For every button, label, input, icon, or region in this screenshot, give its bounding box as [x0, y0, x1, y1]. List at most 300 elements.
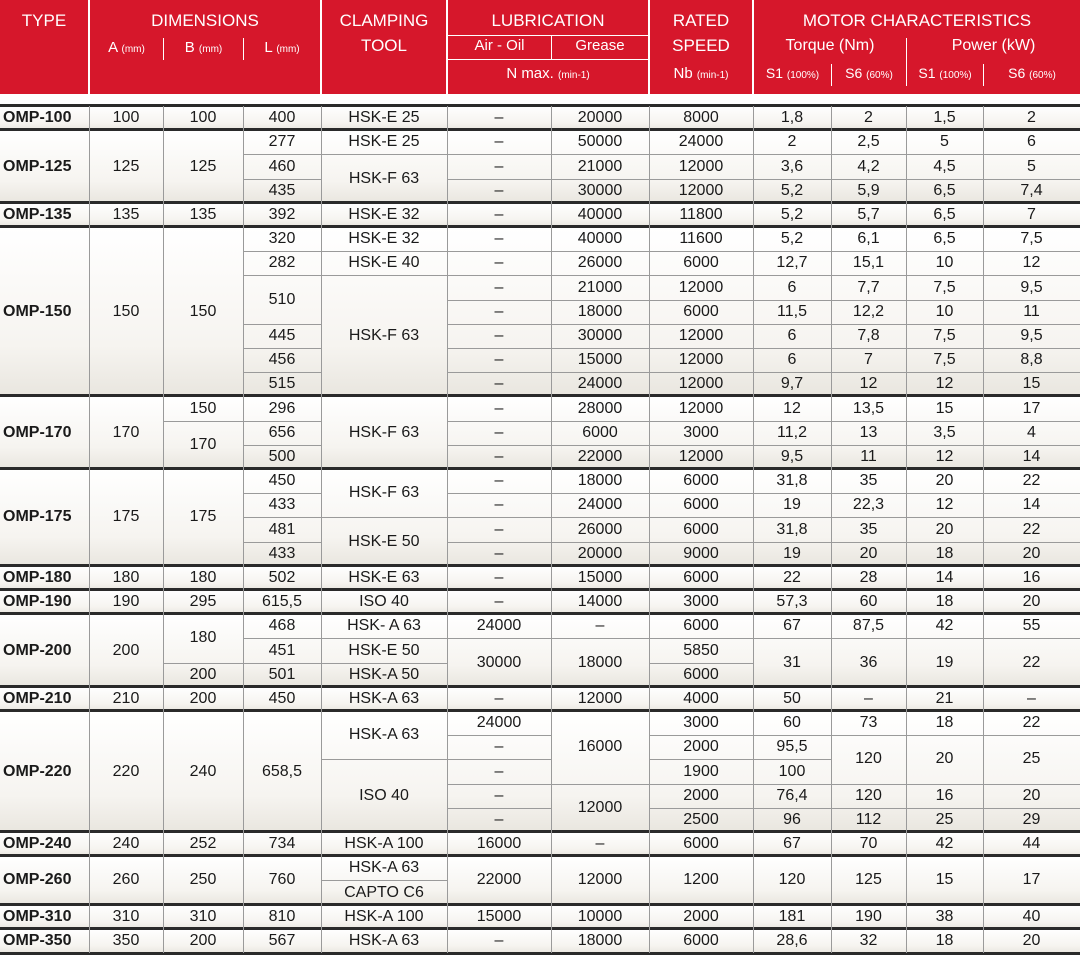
- nb-cell: 1200: [683, 871, 719, 889]
- grease-cell: 18000: [577, 653, 623, 671]
- ts6-cell: 35: [859, 472, 878, 490]
- l-cell: 400: [268, 109, 296, 127]
- l-cell: 460: [268, 157, 296, 175]
- b-cell: 125: [189, 157, 217, 175]
- group-separator: [0, 927, 1080, 930]
- cell-rule: [649, 517, 753, 518]
- cell-rule: [906, 542, 983, 543]
- tool-cell: CAPTO C6: [344, 883, 424, 901]
- group-separator: [0, 104, 1080, 107]
- b-cell: 200: [189, 665, 217, 683]
- b-cell: 150: [189, 399, 217, 417]
- cell-rule: [983, 784, 1080, 785]
- cell-rule: [649, 154, 753, 155]
- cell-rule: [447, 517, 551, 518]
- tool-cell: ISO 40: [359, 593, 409, 611]
- ts1-cell: 11,2: [777, 423, 807, 441]
- grease-cell: 14000: [577, 593, 623, 611]
- cell-rule: [321, 759, 447, 760]
- ts1-cell: 12: [783, 399, 801, 417]
- cell-rule: [447, 542, 551, 543]
- ts6-cell: 2,5: [857, 133, 880, 151]
- tool-cell: HSK-A 63: [348, 859, 420, 877]
- ts1-cell: 60: [783, 714, 801, 732]
- cell-rule: [243, 493, 321, 494]
- type-cell: OMP-180: [3, 568, 72, 586]
- ps6-cell: 7,4: [1020, 181, 1043, 199]
- l-cell: 296: [268, 399, 296, 417]
- cell-rule: [447, 784, 551, 785]
- torque-s6-header: S6 (60%): [845, 65, 893, 81]
- cell-rule: [983, 808, 1080, 809]
- ts6-cell: 4,2: [857, 157, 880, 175]
- dim-l-header: L (mm): [264, 39, 300, 56]
- cell-rule: [983, 493, 1080, 494]
- l-cell: 451: [268, 641, 296, 659]
- air-cell: –: [494, 472, 504, 490]
- ts6-cell: 13,5: [852, 399, 885, 417]
- cell-rule: [906, 348, 983, 349]
- air-cell: –: [494, 568, 504, 586]
- cell-rule: [831, 324, 906, 325]
- air-cell: –: [494, 326, 504, 344]
- a-cell: 175: [112, 508, 140, 526]
- ts1-cell: 22: [783, 568, 801, 586]
- nb-cell: 12000: [678, 399, 724, 417]
- ts1-cell: 5,2: [780, 181, 804, 199]
- air-cell: 24000: [476, 714, 522, 732]
- motor-header: MOTOR CHARACTERISTICS: [802, 11, 1032, 30]
- torque-header: Torque (Nm): [785, 37, 875, 54]
- nb-cell: 8000: [683, 109, 719, 127]
- air-cell: –: [494, 205, 504, 223]
- cell-rule: [551, 542, 649, 543]
- ps6-cell: 20: [1022, 786, 1041, 804]
- group-separator: [0, 225, 1080, 228]
- cell-rule: [983, 421, 1080, 422]
- cell-rule: [983, 300, 1080, 301]
- ts1-cell: 19: [783, 544, 801, 562]
- cell-rule: [831, 300, 906, 301]
- l-cell: 810: [268, 907, 296, 925]
- cell-rule: [753, 445, 831, 446]
- ts6-cell: 20: [859, 544, 878, 562]
- air-cell: –: [494, 786, 504, 804]
- l-cell: 468: [268, 617, 296, 635]
- tool-cell: HSK-F 63: [348, 169, 420, 187]
- cell-rule: [649, 324, 753, 325]
- cell-rule: [753, 154, 831, 155]
- ts6-cell: 73: [859, 714, 878, 732]
- cell-rule: [753, 275, 831, 276]
- cell-rule: [649, 348, 753, 349]
- grease-cell: 30000: [577, 326, 623, 344]
- cell-rule: [649, 445, 753, 446]
- a-cell: 170: [112, 423, 140, 441]
- ts6-cell: 11: [860, 447, 877, 465]
- cell-rule: [831, 445, 906, 446]
- cell-rule: [243, 542, 321, 543]
- type-cell: OMP-220: [3, 762, 72, 780]
- nb-cell: 6000: [683, 496, 719, 514]
- ts6-cell: 36: [859, 653, 878, 671]
- ps6-cell: 9,5: [1020, 278, 1043, 296]
- grease-cell: 22000: [577, 447, 623, 465]
- grease-cell: 6000: [582, 423, 618, 441]
- ps1-cell: 12: [935, 447, 954, 465]
- cell-rule: [243, 517, 321, 518]
- cell-rule: [649, 251, 753, 252]
- type-cell: OMP-150: [3, 302, 72, 320]
- cell-rule: [753, 300, 831, 301]
- nb-cell: 2000: [683, 738, 719, 756]
- cell-rule: [447, 154, 551, 155]
- ts1-cell: 19: [783, 496, 801, 514]
- ps6-cell: 12: [1022, 254, 1041, 272]
- ps1-cell: 18: [935, 931, 954, 949]
- cell-rule: [447, 179, 551, 180]
- ps6-cell: 14: [1022, 496, 1041, 514]
- nb-cell: 12000: [678, 181, 724, 199]
- group-separator: [0, 612, 1080, 615]
- b-cell: 175: [189, 508, 217, 526]
- cell-rule: [649, 179, 753, 180]
- cell-rule: [649, 275, 753, 276]
- grease-cell: 18000: [577, 472, 623, 490]
- tool-cell: HSK-E 63: [348, 568, 420, 586]
- cell-rule: [321, 638, 447, 639]
- nb-cell: 6000: [683, 617, 719, 635]
- grease-cell: 21000: [577, 157, 623, 175]
- cell-rule: [831, 808, 906, 809]
- cell-rule: [649, 493, 753, 494]
- a-cell: 210: [112, 689, 140, 707]
- cell-rule: [243, 445, 321, 446]
- cell-rule: [753, 372, 831, 373]
- ps6-cell: 25: [1022, 750, 1041, 768]
- ts1-cell: 5,2: [780, 230, 804, 248]
- air-cell: –: [494, 302, 504, 320]
- ts1-cell: 31,8: [776, 520, 808, 538]
- cell-rule: [906, 179, 983, 180]
- ps1-cell: 21: [935, 689, 954, 707]
- air-cell: –: [494, 496, 504, 514]
- cell-rule: [983, 517, 1080, 518]
- grease-cell: 15000: [577, 351, 623, 369]
- air-cell: –: [494, 254, 504, 272]
- cell-rule: [447, 759, 551, 760]
- cell-rule: [906, 517, 983, 518]
- rated-header: RATED: [672, 11, 730, 30]
- group-separator: [0, 128, 1080, 131]
- cell-rule: [906, 784, 983, 785]
- ps6-cell: 20: [1022, 593, 1041, 611]
- power-header: Power (kW): [951, 37, 1036, 54]
- cell-rule: [551, 348, 649, 349]
- air-oil-header: Air - Oil: [474, 37, 525, 54]
- ps1-cell: 18: [935, 714, 954, 732]
- grease-cell: –: [595, 835, 605, 853]
- cell-rule: [447, 251, 551, 252]
- ts1-cell: 181: [778, 907, 806, 925]
- cell-rule: [447, 300, 551, 301]
- ps6-cell: 16: [1022, 568, 1041, 586]
- cell-rule: [753, 759, 831, 760]
- lubrication-header: LUBRICATION: [491, 11, 605, 30]
- group-separator: [0, 854, 1080, 857]
- air-cell: –: [494, 351, 504, 369]
- type-cell: OMP-170: [3, 423, 72, 441]
- ps6-cell: 15: [1022, 375, 1041, 393]
- ts6-cell: 60: [859, 593, 878, 611]
- nb-cell: 11600: [679, 230, 723, 248]
- ts1-cell: 76,4: [776, 786, 808, 804]
- b-cell: 180: [189, 629, 217, 647]
- nb-cell: 12000: [678, 157, 724, 175]
- ps6-cell: 22: [1022, 472, 1041, 490]
- tool-cell: HSK-E 32: [348, 205, 420, 223]
- cell-rule: [551, 493, 649, 494]
- cell-rule: [649, 421, 753, 422]
- ts6-cell: 6,1: [857, 230, 880, 248]
- ps1-cell: 4,5: [933, 157, 956, 175]
- cell-rule: [753, 735, 831, 736]
- torque-s1-header: S1 (100%): [765, 65, 820, 81]
- b-cell: 200: [189, 689, 217, 707]
- l-cell: 320: [268, 230, 296, 248]
- b-cell: 180: [189, 568, 217, 586]
- cell-rule: [243, 179, 321, 180]
- tool-cell: HSK-A 63: [348, 931, 420, 949]
- nb-cell: 24000: [678, 133, 724, 151]
- ts6-cell: 32: [859, 931, 878, 949]
- ts1-cell: 6: [787, 326, 797, 344]
- ts1-cell: 5,2: [780, 205, 804, 223]
- group-separator: [0, 903, 1080, 906]
- cell-rule: [243, 663, 321, 664]
- a-cell: 200: [112, 641, 140, 659]
- cell-rule: [551, 421, 649, 422]
- nb-cell: 1900: [683, 762, 719, 780]
- l-cell: 450: [268, 472, 296, 490]
- ps6-cell: 22: [1022, 520, 1041, 538]
- ts6-cell: 190: [855, 907, 882, 925]
- grease-cell: 20000: [577, 544, 623, 562]
- cell-rule: [831, 517, 906, 518]
- cell-rule: [649, 638, 753, 639]
- l-cell: 392: [268, 205, 296, 223]
- cell-rule: [321, 251, 447, 252]
- cell-rule: [753, 784, 831, 785]
- cell-rule: [243, 154, 321, 155]
- cell-rule: [649, 808, 753, 809]
- ps1-cell: 20: [935, 750, 954, 768]
- ts6-cell: 5,7: [857, 205, 880, 223]
- ts1-cell: 12,7: [776, 254, 808, 272]
- ts6-cell: 120: [855, 750, 882, 768]
- cell-rule: [753, 251, 831, 252]
- a-cell: 150: [112, 302, 140, 320]
- l-cell: 760: [268, 871, 296, 889]
- nb-cell: 2500: [683, 810, 719, 828]
- cell-rule: [447, 638, 551, 639]
- b-cell: 240: [189, 762, 217, 780]
- l-cell: 277: [268, 133, 296, 151]
- ps6-cell: 7,5: [1020, 230, 1043, 248]
- cell-rule: [831, 372, 906, 373]
- ts1-cell: 57,3: [776, 593, 808, 611]
- type-cell: OMP-175: [3, 508, 72, 526]
- tool-cell: HSK-A 63: [348, 726, 420, 744]
- cell-rule: [831, 638, 906, 639]
- ps1-cell: 12: [935, 496, 954, 514]
- ps6-cell: 22: [1022, 714, 1041, 732]
- ps1-cell: 14: [935, 568, 954, 586]
- cell-rule: [551, 638, 649, 639]
- ts6-cell: 5,9: [857, 181, 880, 199]
- air-cell: –: [494, 689, 504, 707]
- b-cell: 310: [189, 907, 217, 925]
- cell-rule: [753, 179, 831, 180]
- l-cell: 450: [268, 689, 296, 707]
- cell-rule: [321, 517, 447, 518]
- group-separator: [0, 467, 1080, 470]
- dimensions-header: DIMENSIONS: [151, 11, 259, 30]
- nb-header: Nb (min-1): [673, 65, 729, 82]
- cell-rule: [447, 493, 551, 494]
- grease-cell: 18000: [577, 931, 623, 949]
- cell-rule: [983, 348, 1080, 349]
- cell-rule: [753, 808, 831, 809]
- grease-cell: 26000: [577, 520, 623, 538]
- cell-rule: [753, 421, 831, 422]
- ts6-cell: 28: [859, 568, 878, 586]
- ps1-cell: 42: [935, 835, 954, 853]
- b-cell: 200: [189, 931, 217, 949]
- ts1-cell: 6: [787, 278, 797, 296]
- ps1-cell: 1,5: [933, 109, 956, 127]
- ts6-cell: 7: [864, 351, 873, 369]
- ts1-cell: 2: [787, 133, 797, 151]
- nb-cell: 6000: [683, 520, 719, 538]
- ts1-cell: 31,8: [776, 472, 808, 490]
- ps1-cell: 16: [935, 786, 954, 804]
- air-cell: 30000: [476, 653, 522, 671]
- ps6-cell: 5: [1027, 157, 1036, 175]
- ts6-cell: 125: [855, 871, 882, 889]
- l-cell: 658,5: [261, 762, 303, 780]
- l-cell: 500: [268, 447, 296, 465]
- cell-rule: [551, 784, 649, 785]
- l-cell: 481: [268, 520, 296, 538]
- nb-cell: 5850: [683, 641, 719, 659]
- nb-cell: 12000: [678, 447, 724, 465]
- power-s1-header: S1 (100%): [918, 65, 972, 81]
- ts1-cell: 67: [783, 617, 801, 635]
- grease-cell: 40000: [577, 205, 623, 223]
- cell-rule: [321, 154, 447, 155]
- ps6-cell: –: [1027, 689, 1036, 707]
- type-cell: OMP-100: [3, 109, 72, 127]
- nb-cell: 6000: [683, 254, 719, 272]
- nb-cell: 2000: [683, 786, 719, 804]
- ts6-cell: 22,3: [852, 496, 885, 514]
- cell-rule: [243, 251, 321, 252]
- cell-rule: [906, 372, 983, 373]
- tool-cell: HSK- A 63: [347, 617, 421, 635]
- nb-cell: 12000: [678, 326, 724, 344]
- cell-rule: [831, 275, 906, 276]
- cell-rule: [906, 421, 983, 422]
- cell-rule: [447, 808, 551, 809]
- cell-rule: [983, 179, 1080, 180]
- cell-rule: [243, 638, 321, 639]
- cell-rule: [983, 275, 1080, 276]
- ps1-cell: 25: [935, 810, 954, 828]
- ts6-cell: 120: [855, 786, 882, 804]
- air-cell: 16000: [476, 835, 522, 853]
- nb-cell: 3000: [683, 593, 719, 611]
- ps1-cell: 7,5: [933, 278, 956, 296]
- a-cell: 190: [112, 593, 140, 611]
- cell-rule: [831, 348, 906, 349]
- group-separator: [0, 588, 1080, 591]
- cell-rule: [649, 735, 753, 736]
- group-separator: [0, 201, 1080, 204]
- cell-rule: [983, 735, 1080, 736]
- l-cell: 615,5: [261, 593, 303, 611]
- type-header: TYPE: [21, 11, 67, 30]
- ps1-cell: 15: [935, 871, 954, 889]
- l-cell: 515: [268, 375, 296, 393]
- ps6-cell: 17: [1022, 399, 1041, 417]
- cell-rule: [447, 275, 551, 276]
- ps6-cell: 20: [1022, 544, 1041, 562]
- ts6-cell: –: [864, 689, 873, 707]
- cell-rule: [551, 300, 649, 301]
- air-cell: –: [494, 423, 504, 441]
- ts6-cell: 35: [859, 520, 878, 538]
- ps1-cell: 20: [935, 520, 954, 538]
- ts1-cell: 11,5: [777, 302, 807, 320]
- ps1-cell: 42: [935, 617, 954, 635]
- ts6-cell: 12: [859, 375, 878, 393]
- tool-cell: HSK-E 50: [348, 641, 420, 659]
- cell-rule: [831, 154, 906, 155]
- cell-rule: [447, 372, 551, 373]
- cell-rule: [551, 445, 649, 446]
- grease-header: Grease: [575, 37, 625, 54]
- ts1-cell: 3,6: [780, 157, 804, 175]
- ps6-cell: 8,8: [1020, 351, 1043, 369]
- cell-rule: [983, 638, 1080, 639]
- ps1-cell: 10: [935, 302, 954, 320]
- nb-cell: 3000: [683, 714, 719, 732]
- cell-rule: [551, 324, 649, 325]
- cell-rule: [321, 275, 447, 276]
- grease-cell: 16000: [577, 738, 623, 756]
- cell-rule: [831, 251, 906, 252]
- cell-rule: [649, 300, 753, 301]
- group-separator: [0, 830, 1080, 833]
- cell-rule: [447, 348, 551, 349]
- cell-rule: [753, 493, 831, 494]
- grease-cell: 21000: [577, 278, 623, 296]
- type-cell: OMP-125: [3, 157, 72, 175]
- nb-cell: 9000: [683, 544, 719, 562]
- b-cell: 135: [189, 205, 217, 223]
- cell-rule: [906, 445, 983, 446]
